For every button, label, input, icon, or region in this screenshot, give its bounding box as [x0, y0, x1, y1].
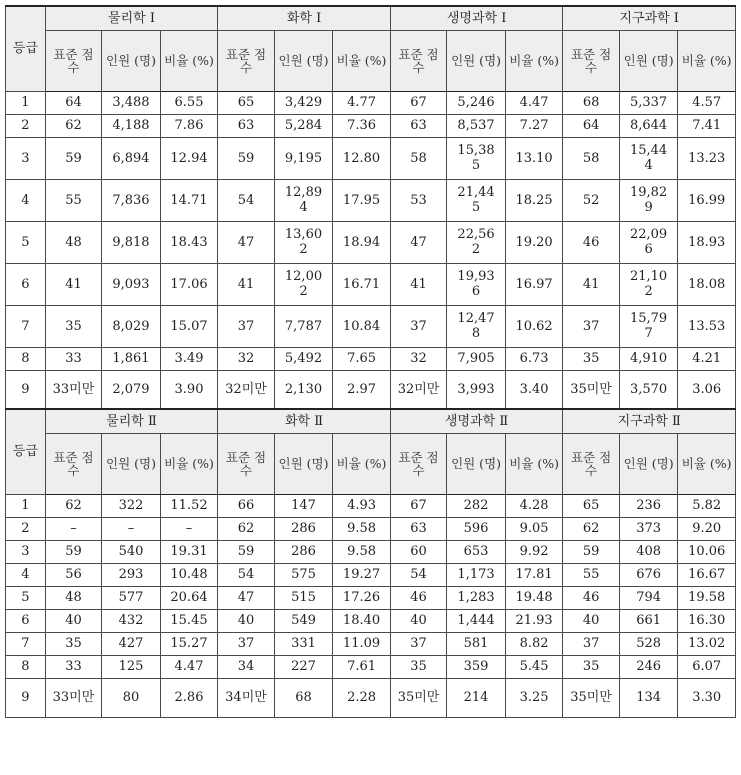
count-cell: 125 — [102, 655, 161, 678]
score-cell: 37 — [563, 632, 619, 655]
score-cell: 37 — [390, 632, 446, 655]
ratio-cell: 3.30 — [678, 678, 736, 717]
table-row — [6, 263, 736, 305]
score-cell: 59 — [563, 540, 619, 563]
grade-cell: 1 — [6, 494, 46, 517]
ratio-cell: 19.20 — [505, 221, 563, 263]
score-cell: 59 — [218, 540, 274, 563]
ratio-cell: 7.41 — [678, 114, 736, 137]
ratio-cell: 18.93 — [678, 221, 736, 263]
ratio-cell: 7.86 — [160, 114, 218, 137]
score-cell: 34 — [218, 655, 274, 678]
ratio-cell: 7.61 — [333, 655, 391, 678]
score-cell: 65 — [218, 91, 274, 114]
count-cell: 19,829 — [619, 179, 678, 221]
ratio-cell: 8.82 — [505, 632, 563, 655]
score-cell: 62 — [45, 114, 101, 137]
score-cell: 35 — [390, 655, 446, 678]
score-cell: 55 — [563, 563, 619, 586]
ratio-cell: 9.20 — [678, 517, 736, 540]
grade-cell: 4 — [6, 179, 46, 221]
ratio-cell: 16.97 — [505, 263, 563, 305]
table-row — [6, 632, 736, 655]
count-cell: 19,936 — [447, 263, 506, 305]
score-cell: 40 — [45, 609, 101, 632]
count-cell: 15,444 — [619, 137, 678, 179]
count-cell: 12,478 — [447, 305, 506, 347]
score-cell: 32미만 — [390, 370, 446, 409]
count-cell: 676 — [619, 563, 678, 586]
count-cell: 427 — [102, 632, 161, 655]
column-header: 표준 점수 — [218, 433, 274, 494]
ratio-cell: 10.06 — [678, 540, 736, 563]
table-row — [6, 221, 736, 263]
count-cell: 432 — [102, 609, 161, 632]
count-cell: 577 — [102, 586, 161, 609]
score-cell: 41 — [45, 263, 101, 305]
score-cell: 35 — [563, 347, 619, 370]
ratio-cell: 10.84 — [333, 305, 391, 347]
ratio-cell: 2.28 — [333, 678, 391, 717]
ratio-cell: 16.71 — [333, 263, 391, 305]
score-cell: 35 — [45, 632, 101, 655]
count-cell: 22,562 — [447, 221, 506, 263]
score-cell: 63 — [390, 114, 446, 137]
ratio-cell: 19.31 — [160, 540, 218, 563]
count-cell: 794 — [619, 586, 678, 609]
score-cell: 67 — [390, 494, 446, 517]
score-cell: 65 — [563, 494, 619, 517]
score-cell: 35미만 — [390, 678, 446, 717]
grade-cell: 7 — [6, 632, 46, 655]
ratio-cell: 14.71 — [160, 179, 218, 221]
count-cell: 8,537 — [447, 114, 506, 137]
ratio-cell: 18.40 — [333, 609, 391, 632]
count-cell: 7,787 — [274, 305, 333, 347]
count-cell: 22,096 — [619, 221, 678, 263]
count-cell: 653 — [447, 540, 506, 563]
ratio-cell: 19.58 — [678, 586, 736, 609]
column-header: 표준 점수 — [45, 30, 101, 91]
table-row — [6, 114, 736, 137]
count-cell: 9,195 — [274, 137, 333, 179]
ratio-cell: 13.10 — [505, 137, 563, 179]
column-header: 표준 점수 — [563, 30, 619, 91]
score-cell: 46 — [390, 586, 446, 609]
column-header: 인원 (명) — [274, 30, 333, 91]
ratio-cell: 13.53 — [678, 305, 736, 347]
count-cell: 293 — [102, 563, 161, 586]
count-cell: 214 — [447, 678, 506, 717]
count-cell: 15,797 — [619, 305, 678, 347]
ratio-cell: 20.64 — [160, 586, 218, 609]
ratio-cell: 7.65 — [333, 347, 391, 370]
ratio-cell: 3.49 — [160, 347, 218, 370]
ratio-cell: 11.52 — [160, 494, 218, 517]
grade-cell: 8 — [6, 347, 46, 370]
count-cell: 3,570 — [619, 370, 678, 409]
score-cell: 32 — [218, 347, 274, 370]
ratio-cell: 2.97 — [333, 370, 391, 409]
count-cell: – — [102, 517, 161, 540]
count-cell: 575 — [274, 563, 333, 586]
count-cell: 3,429 — [274, 91, 333, 114]
score-cell: 55 — [45, 179, 101, 221]
score-cell: 35미만 — [563, 370, 619, 409]
count-cell: 359 — [447, 655, 506, 678]
score-cell: 46 — [563, 221, 619, 263]
score-cell: 37 — [563, 305, 619, 347]
score-cell: 54 — [218, 179, 274, 221]
score-cell: 64 — [45, 91, 101, 114]
grade-header: 등급 — [6, 409, 46, 494]
ratio-cell: 3.25 — [505, 678, 563, 717]
ratio-cell: 2.86 — [160, 678, 218, 717]
grade-cut-table — [5, 5, 736, 718]
ratio-cell: 6.07 — [678, 655, 736, 678]
score-cell: 54 — [218, 563, 274, 586]
count-cell: 12,894 — [274, 179, 333, 221]
grade-cell: 9 — [6, 370, 46, 409]
count-cell: 15,385 — [447, 137, 506, 179]
table-row — [6, 347, 736, 370]
grade-cell: 3 — [6, 540, 46, 563]
ratio-cell: 7.27 — [505, 114, 563, 137]
ratio-cell: 3.40 — [505, 370, 563, 409]
count-cell: 5,492 — [274, 347, 333, 370]
score-cell: 32미만 — [218, 370, 274, 409]
ratio-cell: 17.95 — [333, 179, 391, 221]
ratio-cell: 9.58 — [333, 540, 391, 563]
count-cell: 21,445 — [447, 179, 506, 221]
grade-cell: 2 — [6, 114, 46, 137]
count-cell: 68 — [274, 678, 333, 717]
ratio-cell: 12.80 — [333, 137, 391, 179]
score-cell: 62 — [45, 494, 101, 517]
subject-header: 생명과학 Ⅰ — [390, 6, 563, 30]
score-cell: 35미만 — [563, 678, 619, 717]
count-cell: 1,444 — [447, 609, 506, 632]
table-row — [6, 609, 736, 632]
ratio-cell: 21.93 — [505, 609, 563, 632]
ratio-cell: 9.58 — [333, 517, 391, 540]
table-row — [6, 517, 736, 540]
column-header: 표준 점수 — [390, 433, 446, 494]
count-cell: 596 — [447, 517, 506, 540]
grade-cell: 6 — [6, 263, 46, 305]
column-header: 인원 (명) — [274, 433, 333, 494]
score-cell: 52 — [563, 179, 619, 221]
score-cell: 62 — [563, 517, 619, 540]
score-cell: 60 — [390, 540, 446, 563]
score-cell: 59 — [218, 137, 274, 179]
count-cell: 286 — [274, 517, 333, 540]
score-cell: 56 — [45, 563, 101, 586]
column-header: 비율 (%) — [160, 30, 218, 91]
column-header: 비율 (%) — [333, 30, 391, 91]
score-cell: 37 — [218, 632, 274, 655]
count-cell: 12,002 — [274, 263, 333, 305]
column-header: 비율 (%) — [678, 30, 736, 91]
ratio-cell: 15.27 — [160, 632, 218, 655]
subject-header: 물리학 Ⅰ — [45, 6, 218, 30]
score-cell: 59 — [45, 540, 101, 563]
table-row — [6, 586, 736, 609]
subject-header-row — [6, 409, 736, 433]
count-cell: 1,861 — [102, 347, 161, 370]
ratio-cell: 4.28 — [505, 494, 563, 517]
ratio-cell: 17.26 — [333, 586, 391, 609]
ratio-cell: 19.48 — [505, 586, 563, 609]
column-header: 비율 (%) — [333, 433, 391, 494]
subject-header: 생명과학 Ⅱ — [390, 409, 563, 433]
count-cell: 9,818 — [102, 221, 161, 263]
count-cell: 227 — [274, 655, 333, 678]
count-cell: 7,836 — [102, 179, 161, 221]
ratio-cell: 12.94 — [160, 137, 218, 179]
grade-cell: 4 — [6, 563, 46, 586]
score-cell: 63 — [218, 114, 274, 137]
table-row — [6, 540, 736, 563]
ratio-cell: 16.67 — [678, 563, 736, 586]
count-cell: 4,188 — [102, 114, 161, 137]
score-cell: 33 — [45, 655, 101, 678]
count-cell: 246 — [619, 655, 678, 678]
ratio-cell: 16.99 — [678, 179, 736, 221]
subject-header: 화학 Ⅰ — [218, 6, 391, 30]
column-header: 비율 (%) — [160, 433, 218, 494]
grade-cell: 7 — [6, 305, 46, 347]
score-cell: 66 — [218, 494, 274, 517]
score-cell: 58 — [390, 137, 446, 179]
table-row — [6, 655, 736, 678]
count-cell: 147 — [274, 494, 333, 517]
grade-cell: 8 — [6, 655, 46, 678]
count-cell: 408 — [619, 540, 678, 563]
score-cell: 37 — [218, 305, 274, 347]
ratio-cell: 18.25 — [505, 179, 563, 221]
ratio-cell: 10.62 — [505, 305, 563, 347]
count-cell: 331 — [274, 632, 333, 655]
score-cell: 40 — [563, 609, 619, 632]
score-cell: 47 — [390, 221, 446, 263]
ratio-cell: 4.93 — [333, 494, 391, 517]
column-header: 인원 (명) — [619, 433, 678, 494]
score-cell: 63 — [390, 517, 446, 540]
table-row — [6, 305, 736, 347]
count-cell: 2,130 — [274, 370, 333, 409]
score-cell: 33미만 — [45, 678, 101, 717]
score-cell: 37 — [390, 305, 446, 347]
count-cell: 515 — [274, 586, 333, 609]
score-cell: 53 — [390, 179, 446, 221]
column-header: 표준 점수 — [218, 30, 274, 91]
ratio-cell: 17.06 — [160, 263, 218, 305]
grade-cell: 5 — [6, 221, 46, 263]
ratio-cell: 3.06 — [678, 370, 736, 409]
column-header: 비율 (%) — [505, 30, 563, 91]
subject-header-row — [6, 6, 736, 30]
table-row — [6, 370, 736, 409]
ratio-cell: 4.77 — [333, 91, 391, 114]
table-row — [6, 137, 736, 179]
count-cell: 3,993 — [447, 370, 506, 409]
ratio-cell: 15.45 — [160, 609, 218, 632]
count-cell: 5,284 — [274, 114, 333, 137]
score-cell: 35 — [563, 655, 619, 678]
score-cell: 47 — [218, 586, 274, 609]
ratio-cell: 6.73 — [505, 347, 563, 370]
score-cell: 62 — [218, 517, 274, 540]
count-cell: 1,173 — [447, 563, 506, 586]
count-cell: 4,910 — [619, 347, 678, 370]
score-cell: 33미만 — [45, 370, 101, 409]
count-cell: 6,894 — [102, 137, 161, 179]
ratio-cell: 5.82 — [678, 494, 736, 517]
table-row — [6, 494, 736, 517]
grade-cell: 2 — [6, 517, 46, 540]
column-header-row — [6, 30, 736, 91]
score-cell: 48 — [45, 586, 101, 609]
count-cell: 540 — [102, 540, 161, 563]
score-cell: 58 — [563, 137, 619, 179]
count-cell: 9,093 — [102, 263, 161, 305]
count-cell: 7,905 — [447, 347, 506, 370]
count-cell: 5,246 — [447, 91, 506, 114]
ratio-cell: – — [160, 517, 218, 540]
score-cell: 40 — [218, 609, 274, 632]
column-header: 표준 점수 — [390, 30, 446, 91]
ratio-cell: 5.45 — [505, 655, 563, 678]
subject-header: 화학 Ⅱ — [218, 409, 391, 433]
count-cell: 282 — [447, 494, 506, 517]
column-header: 비율 (%) — [505, 433, 563, 494]
count-cell: 13,602 — [274, 221, 333, 263]
column-header: 인원 (명) — [619, 30, 678, 91]
count-cell: 5,337 — [619, 91, 678, 114]
column-header: 인원 (명) — [447, 30, 506, 91]
ratio-cell: 4.21 — [678, 347, 736, 370]
score-cell: 64 — [563, 114, 619, 137]
score-cell: 41 — [563, 263, 619, 305]
count-cell: 8,644 — [619, 114, 678, 137]
score-cell: 34미만 — [218, 678, 274, 717]
count-cell: 528 — [619, 632, 678, 655]
count-cell: 549 — [274, 609, 333, 632]
score-cell: 41 — [390, 263, 446, 305]
count-cell: 581 — [447, 632, 506, 655]
column-header: 인원 (명) — [102, 433, 161, 494]
count-cell: 3,488 — [102, 91, 161, 114]
table-row — [6, 678, 736, 717]
grade-header: 등급 — [6, 6, 46, 91]
table-row — [6, 563, 736, 586]
ratio-cell: 3.90 — [160, 370, 218, 409]
subject-header: 지구과학 Ⅰ — [563, 6, 736, 30]
count-cell: 134 — [619, 678, 678, 717]
score-cell: 41 — [218, 263, 274, 305]
count-cell: 322 — [102, 494, 161, 517]
count-cell: 21,102 — [619, 263, 678, 305]
score-cell: 59 — [45, 137, 101, 179]
table-row — [6, 179, 736, 221]
score-cell: 67 — [390, 91, 446, 114]
column-header: 인원 (명) — [102, 30, 161, 91]
count-cell: 373 — [619, 517, 678, 540]
ratio-cell: 4.47 — [505, 91, 563, 114]
column-header-row — [6, 433, 736, 494]
ratio-cell: 18.94 — [333, 221, 391, 263]
ratio-cell: 4.47 — [160, 655, 218, 678]
score-cell: 68 — [563, 91, 619, 114]
score-cell: 54 — [390, 563, 446, 586]
ratio-cell: 7.36 — [333, 114, 391, 137]
grade-cell: 1 — [6, 91, 46, 114]
score-cell: 47 — [218, 221, 274, 263]
count-cell: 1,283 — [447, 586, 506, 609]
count-cell: 236 — [619, 494, 678, 517]
score-cell: 35 — [45, 305, 101, 347]
column-header: 표준 점수 — [563, 433, 619, 494]
column-header: 인원 (명) — [447, 433, 506, 494]
score-cell: – — [45, 517, 101, 540]
score-cell: 46 — [563, 586, 619, 609]
count-cell: 8,029 — [102, 305, 161, 347]
ratio-cell: 11.09 — [333, 632, 391, 655]
grade-cell: 5 — [6, 586, 46, 609]
count-cell: 80 — [102, 678, 161, 717]
score-cell: 40 — [390, 609, 446, 632]
count-cell: 2,079 — [102, 370, 161, 409]
score-cell: 48 — [45, 221, 101, 263]
subject-header: 지구과학 Ⅱ — [563, 409, 736, 433]
ratio-cell: 19.27 — [333, 563, 391, 586]
ratio-cell: 13.02 — [678, 632, 736, 655]
column-header: 비율 (%) — [678, 433, 736, 494]
ratio-cell: 18.43 — [160, 221, 218, 263]
column-header: 표준 점수 — [45, 433, 101, 494]
ratio-cell: 16.30 — [678, 609, 736, 632]
ratio-cell: 9.05 — [505, 517, 563, 540]
table-row — [6, 91, 736, 114]
grade-cell: 3 — [6, 137, 46, 179]
count-cell: 286 — [274, 540, 333, 563]
subject-header: 물리학 Ⅱ — [45, 409, 218, 433]
ratio-cell: 18.08 — [678, 263, 736, 305]
ratio-cell: 15.07 — [160, 305, 218, 347]
grade-cell: 6 — [6, 609, 46, 632]
ratio-cell: 4.57 — [678, 91, 736, 114]
count-cell: 661 — [619, 609, 678, 632]
score-cell: 32 — [390, 347, 446, 370]
grade-cell: 9 — [6, 678, 46, 717]
ratio-cell: 17.81 — [505, 563, 563, 586]
ratio-cell: 10.48 — [160, 563, 218, 586]
ratio-cell: 9.92 — [505, 540, 563, 563]
ratio-cell: 6.55 — [160, 91, 218, 114]
score-cell: 33 — [45, 347, 101, 370]
ratio-cell: 13.23 — [678, 137, 736, 179]
